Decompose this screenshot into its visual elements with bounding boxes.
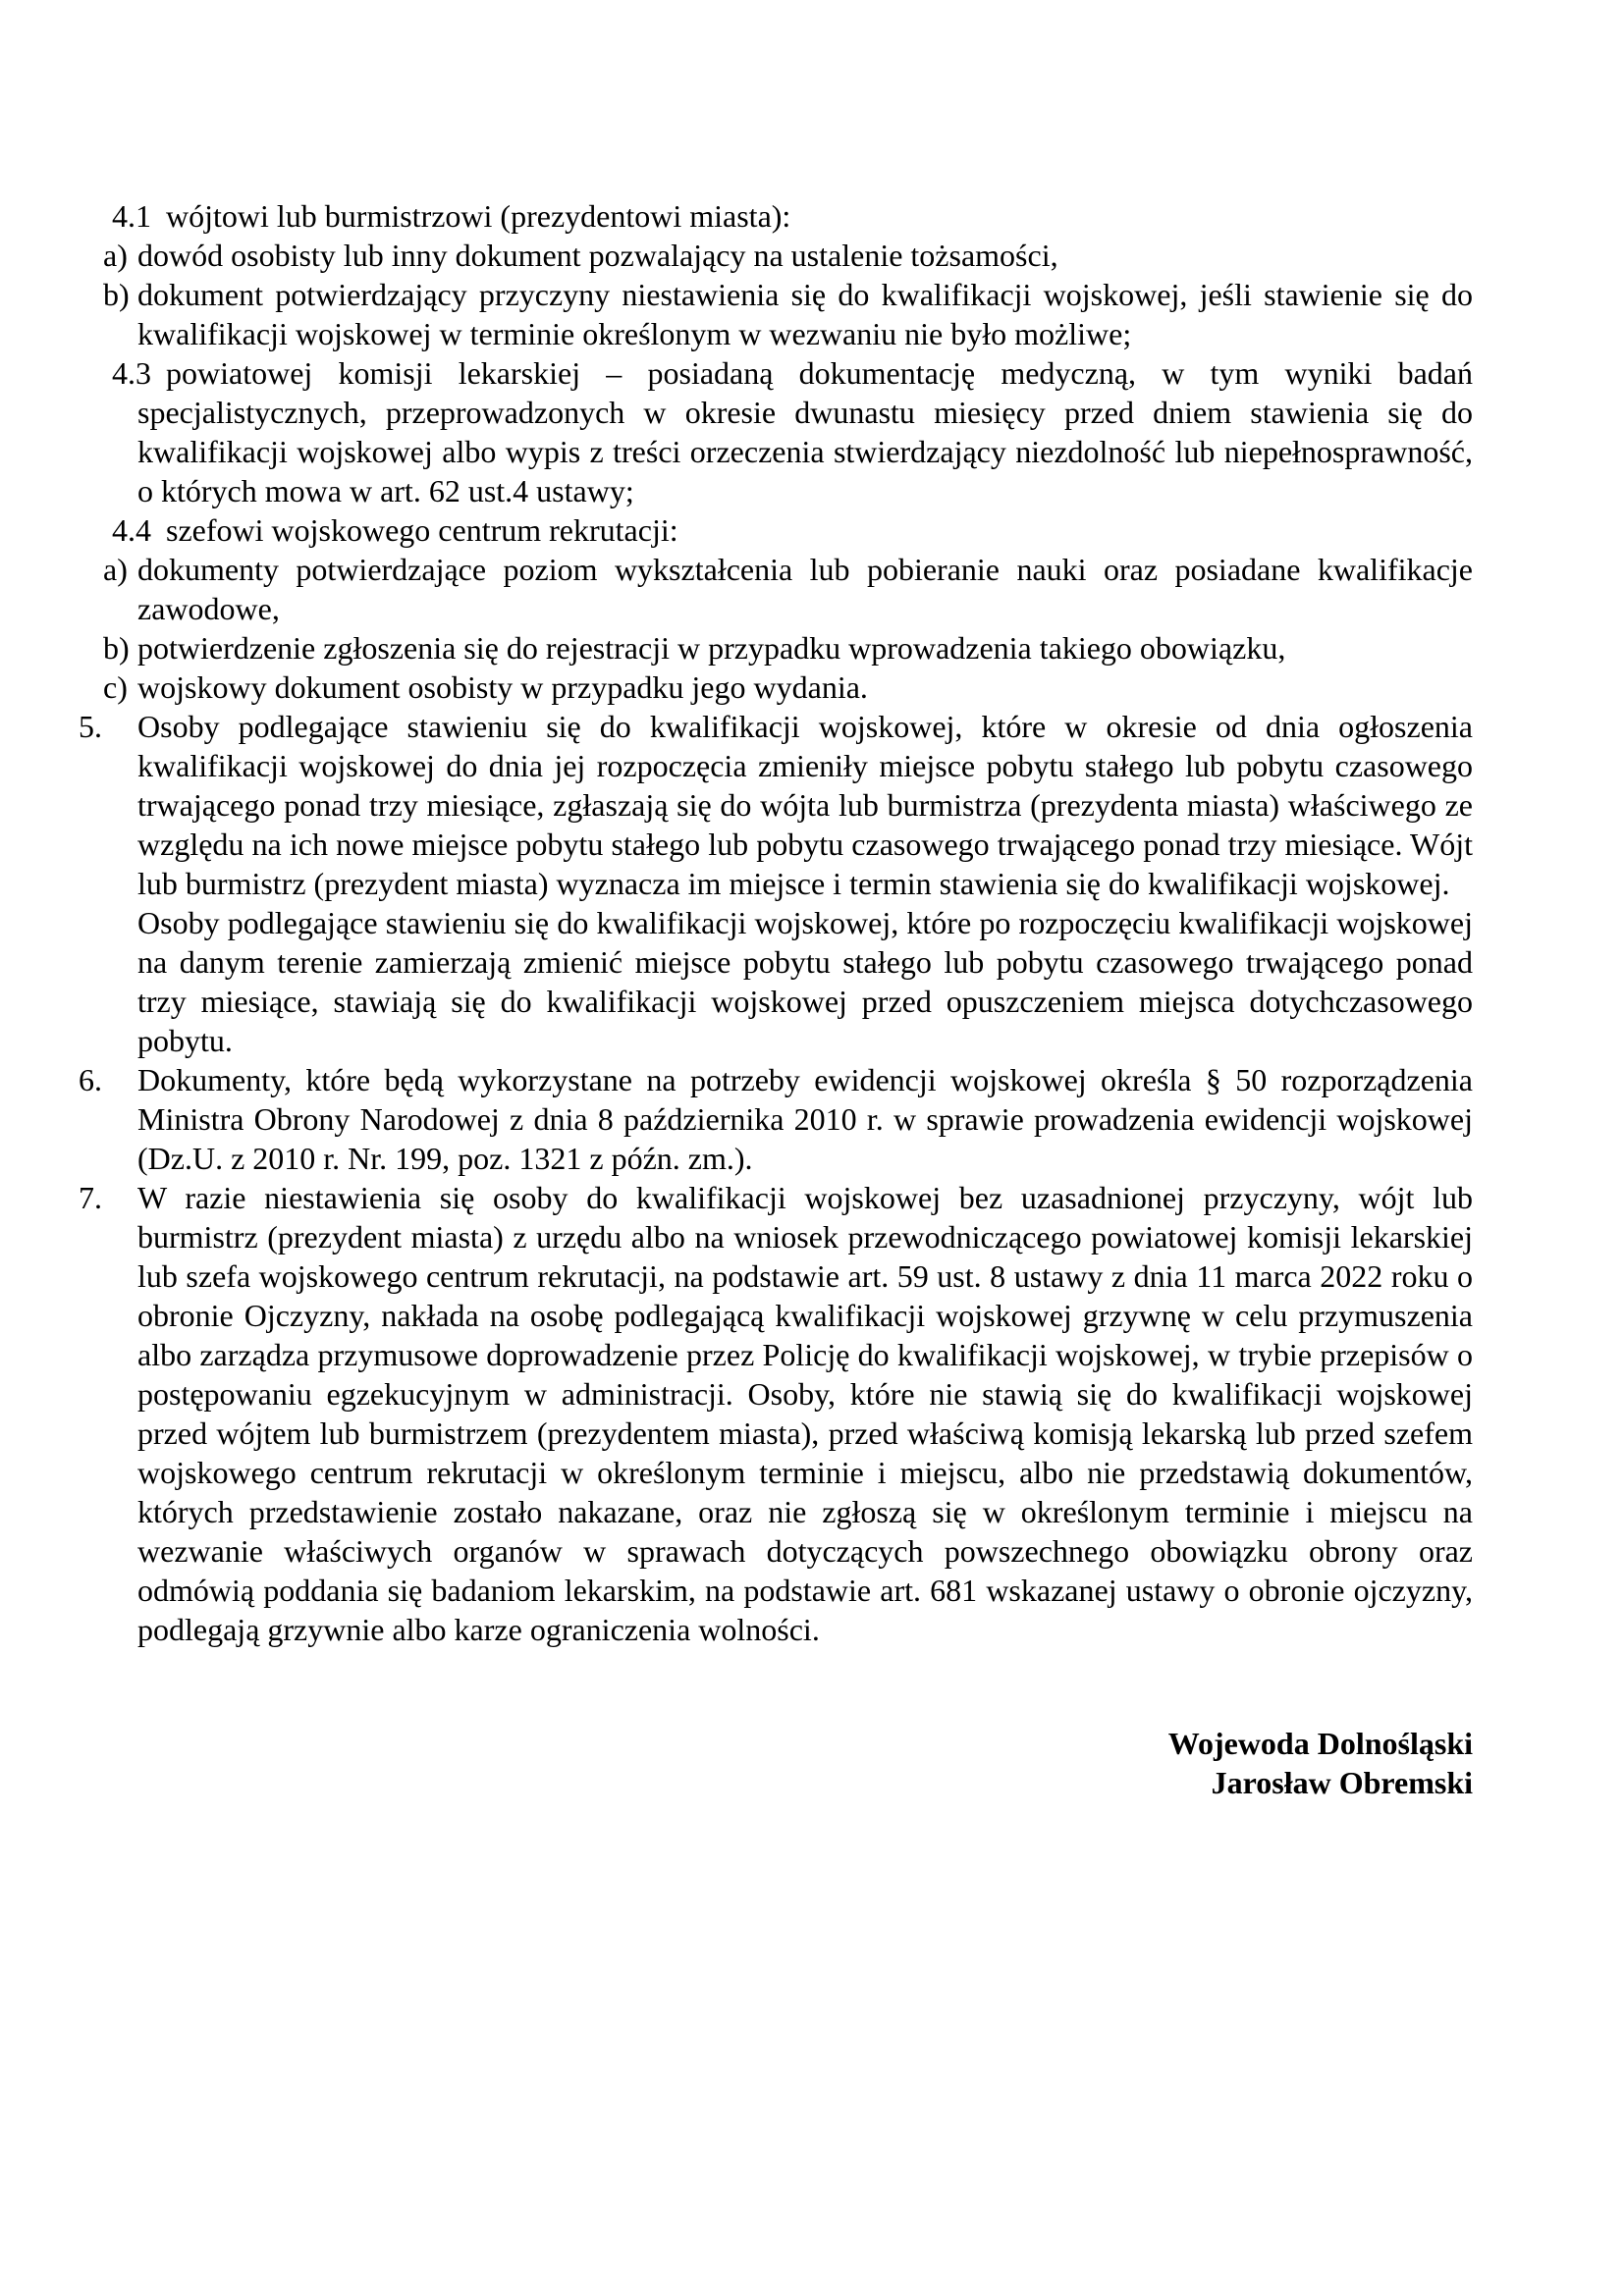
item-4-4-number: 4.4 <box>112 512 151 548</box>
item-5-number: 5. <box>79 709 102 744</box>
item-4-1-sub-b-label: b) <box>103 277 130 312</box>
item-7-text: W razie niestawienia się osoby do kwalifikacji wojskowej bez uzasadnionej przyczyny, wójt lub burmistrz (prezydent miasta) z urzędu albo na wniosek przewodniczącego powiatowej komisji lekarskiej lub szefa wojskowego centrum rekrutacji, na podstawie art. 59 ust. 8 ustawy z dnia 11 marca 2022 roku o obronie Ojczyzny, nakłada na osobę podlegającą kwalifikacji wojskowej grzywnę w celu przymuszenia albo zarządza przymusowe doprowadzenie przez Policję do kwalifikacji wojskowej, w trybie przepisów o postępowaniu egzekucyjnym w administracji. Osoby, które nie stawią się do kwalifikacji wojskowej przed wójtem lub burmistrzem (prezydentem miasta), przed właściwą komisją lekarską lub przed szefem wojskowego centrum rekrutacji w określonym terminie i miejscu, albo nie przedstawią dokumentów, których przedstawienie zostało nakazane, oraz nie zgłoszą się w określonym terminie i miejscu na wezwanie właściwych organów w sprawach dotyczących powszechnego obowiązku obrony oraz odmówią poddania się badaniom lekarskim, na podstawie art. 681 wskazanej ustawy o obronie ojczyzny, podlegają grzywnie albo karze ograniczenia wolności. <box>137 1180 1473 1647</box>
item-5 <box>79 707 1473 903</box>
item-4-4-sub-a-text: dokumenty potwierdzające poziom wykształcenia lub pobieranie nauki oraz posiadane kwalifikacje zawodowe, <box>137 552 1473 626</box>
item-5-continuation <box>137 903 1473 1060</box>
item-4-4-heading: szefowi wojskowego centrum rekrutacji: <box>166 512 678 548</box>
item-7 <box>79 1178 1473 1649</box>
item-4-4 <box>112 510 1473 550</box>
item-4-1 <box>112 196 1473 236</box>
signature-title: Wojewoda Dolnośląski <box>1167 1726 1473 1761</box>
item-6 <box>79 1060 1473 1178</box>
item-4-1-sub-b-text: dokument potwierdzający przyczyny niestawienia się do kwalifikacji wojskowej, jeśli stawienie się do kwalifikacji wojskowej w terminie określonym w wezwaniu nie było możliwe; <box>137 277 1473 351</box>
item-6-text: Dokumenty, które będą wykorzystane na potrzeby ewidencji wojskowej określa § 50 rozporządzenia Ministra Obrony Narodowej z dnia 8 października 2010 r. w sprawie prowadzenia ewidencji wojskowej (Dz.U. z 2010 r. Nr. 199, poz. 1321 z późn. zm.). <box>137 1062 1473 1176</box>
item-4-3-text: powiatowej komisji lekarskiej – posiadaną dokumentację medyczną, w tym wyniki badań specjalistycznych, przeprowadzonych w okresie dwunastu miesięcy przed dniem stawienia się do kwalifikacji wojskowej albo wypis z treści orzeczenia stwierdzający niezdolność lub niepełnosprawność, o których mowa w art. 62 ust.4 ustawy; <box>137 355 1473 508</box>
item-5-paragraph-1: Osoby podlegające stawieniu się do kwalifikacji wojskowej, które w okresie od dnia ogłoszenia kwalifikacji wojskowej do dnia jej rozpoczęcia zmieniły miejsce pobytu stałego lub pobytu czasowego trwającego ponad trzy miesiące, zgłaszają się do wójta lub burmistrza (prezydenta miasta) właściwego ze względu na ich nowe miejsce pobytu stałego lub pobytu czasowego trwającego ponad trzy miesiące. Wójt lub burmistrz (prezydent miasta) wyznacza im miejsce i termin stawienia się do kwalifikacji wojskowej. <box>137 709 1473 901</box>
item-4-4-sub-a <box>103 550 1473 628</box>
signature-block <box>137 1724 1473 1802</box>
item-4-4-sub-b <box>103 628 1473 667</box>
item-7-number: 7. <box>79 1180 102 1215</box>
item-4-4-sub-c <box>103 667 1473 707</box>
item-4-4-sub-c-text: wojskowy dokument osobisty w przypadku jego wydania. <box>137 669 868 705</box>
item-4-1-sub-b <box>103 275 1473 353</box>
item-4-1-sub-a-text: dowód osobisty lub inny dokument pozwalający na ustalenie tożsamości, <box>137 238 1058 273</box>
item-5-paragraph-2: Osoby podlegające stawieniu się do kwalifikacji wojskowej, które po rozpoczęciu kwalifikacji wojskowej na danym terenie zamierzają zmienić miejsce pobytu stałego lub pobytu czasowego trwającego ponad trzy miesiące, stawiają się do kwalifikacji wojskowej przed opuszczeniem miejsca dotychczasowego pobytu. <box>137 905 1473 1058</box>
item-4-1-number: 4.1 <box>112 198 151 234</box>
item-4-4-sub-c-label: c) <box>103 669 128 705</box>
item-4-1-heading: wójtowi lub burmistrzowi (prezydentowi miasta): <box>166 198 791 234</box>
item-6-number: 6. <box>79 1062 102 1097</box>
item-4-1-sub-a <box>103 236 1473 275</box>
item-4-4-sub-b-label: b) <box>103 630 130 666</box>
item-4-3 <box>112 353 1473 510</box>
item-4-4-sub-b-text: potwierdzenie zgłoszenia się do rejestracji w przypadku wprowadzenia takiego obowiązku, <box>137 630 1286 666</box>
signature-name: Jarosław Obremski <box>1211 1765 1473 1800</box>
item-4-1-sub-a-label: a) <box>103 238 128 273</box>
item-4-3-number: 4.3 <box>112 355 151 391</box>
item-4-4-sub-a-label: a) <box>103 552 128 587</box>
